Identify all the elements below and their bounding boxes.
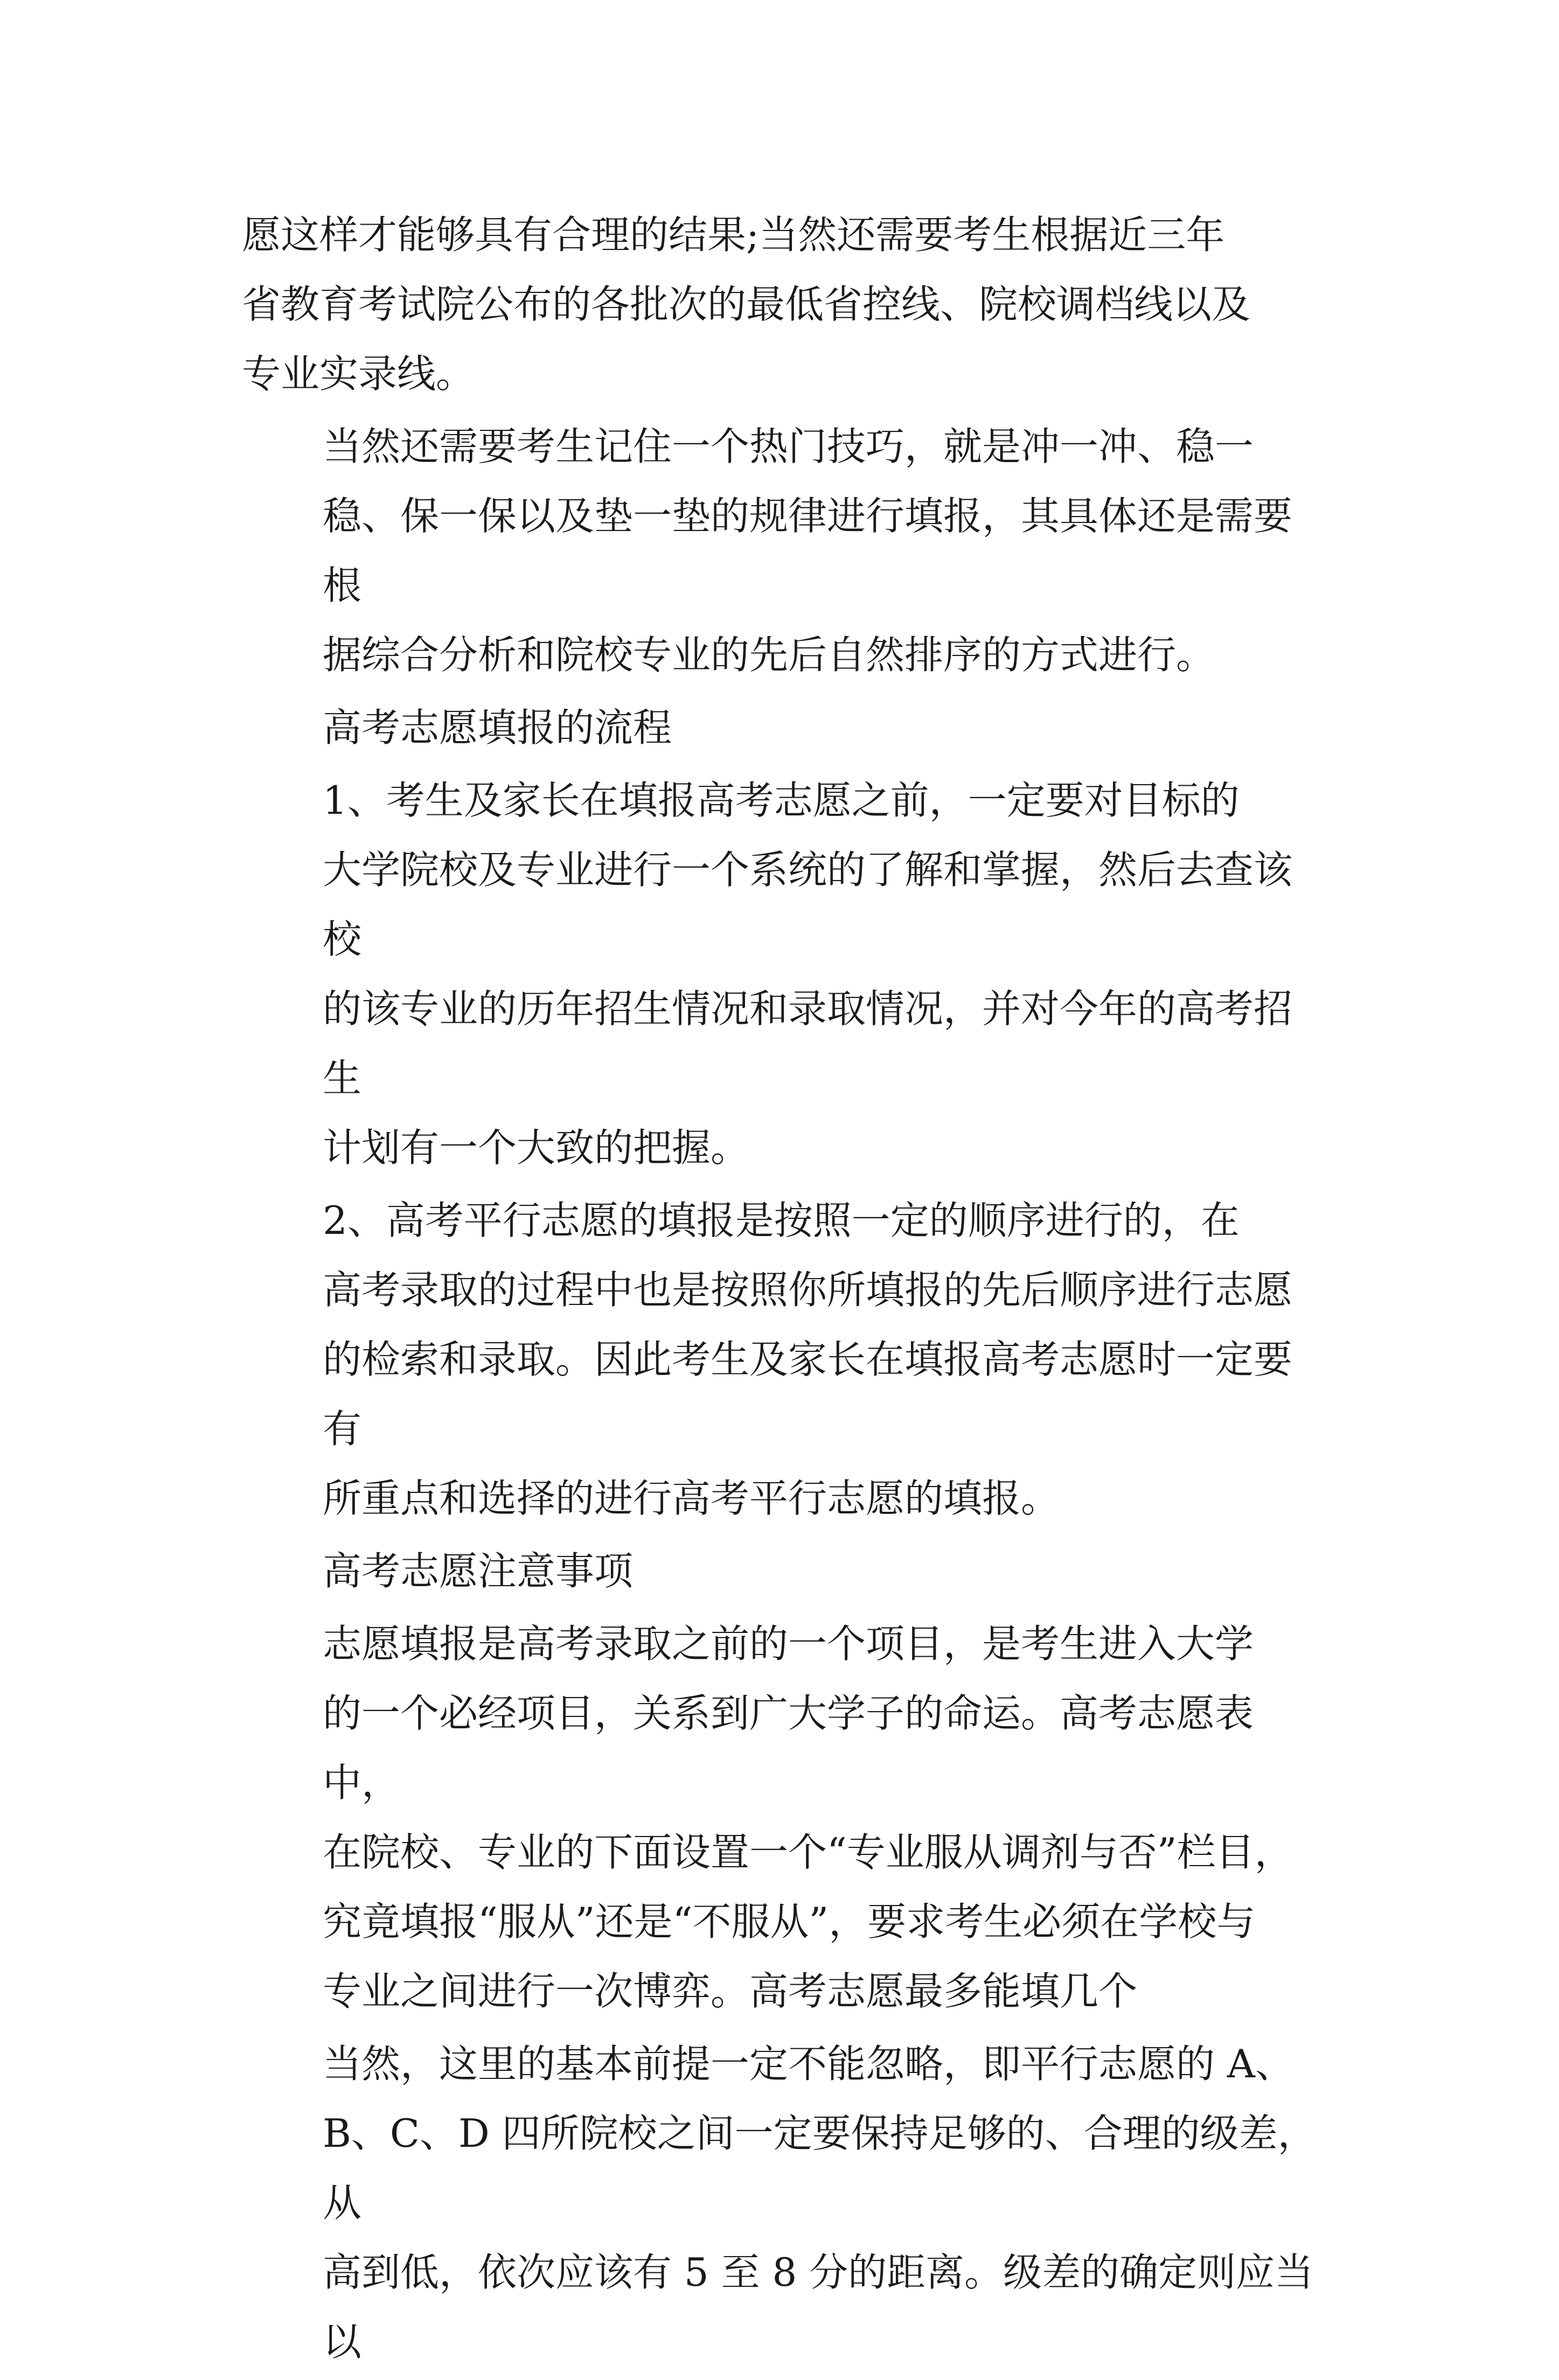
paragraph-5: 志愿填报是高考录取之前的一个项目，是考生进入大学 的一个必经项目，关系到广大学子的命运。高考志愿表中， 在院校、专业的下面设置一个“专业服从调剂与否”栏目， 究竟填报“服从”还是“不服从”，要求考生必须在学校与 专业之间进行一次博弈。高考志愿最多能填几个 — [323, 1621, 1293, 2014]
section-heading-process: 高考志愿填报的流程 — [323, 705, 672, 750]
paragraph-2: 当然还需要考生记住一个热门技巧，就是冲一冲、稳一 稳、保一保以及垫一垫的规律进行填报，其具体还是需要根 据综合分析和院校专业的先后自然排序的方式进行。 — [323, 424, 1293, 678]
paragraph-3: 1、考生及家长在填报高考志愿之前，一定要对目标的 大学院校及专业进行一个系统的了解和掌握，然后去查该校 的该专业的历年招生情况和录取情况，并对今年的高考招生 计划有一个大致的把握。 — [323, 778, 1293, 1170]
paragraph-1: 愿这样才能够具有合理的结果;当然还需要考生根据近三年 省教育考试院公布的各批次的最低省控线、院校调档线以及 专业实录线。 — [242, 212, 1251, 396]
paragraph-6: 当然，这里的基本前提一定不能忽略，即平行志愿的 A、 B、C、D 四所院校之间一定要保持足够的、合理的级差，从 高到低，依次应该有 5 至 8 分的距离。级差的确定则应当以 — [323, 2041, 1317, 2364]
paragraph-4: 2、高考平行志愿的填报是按照一定的顺序进行的，在 高考录取的过程中也是按照你所填报的先后顺序进行志愿 的检索和录取。因此考生及家长在填报高考志愿时一定要有 所重点和选择的进行高考平行志愿的填报。 — [323, 1198, 1293, 1521]
section-heading-notes: 高考志愿注意事项 — [323, 1548, 634, 1594]
document-body — [242, 200, 1319, 2380]
